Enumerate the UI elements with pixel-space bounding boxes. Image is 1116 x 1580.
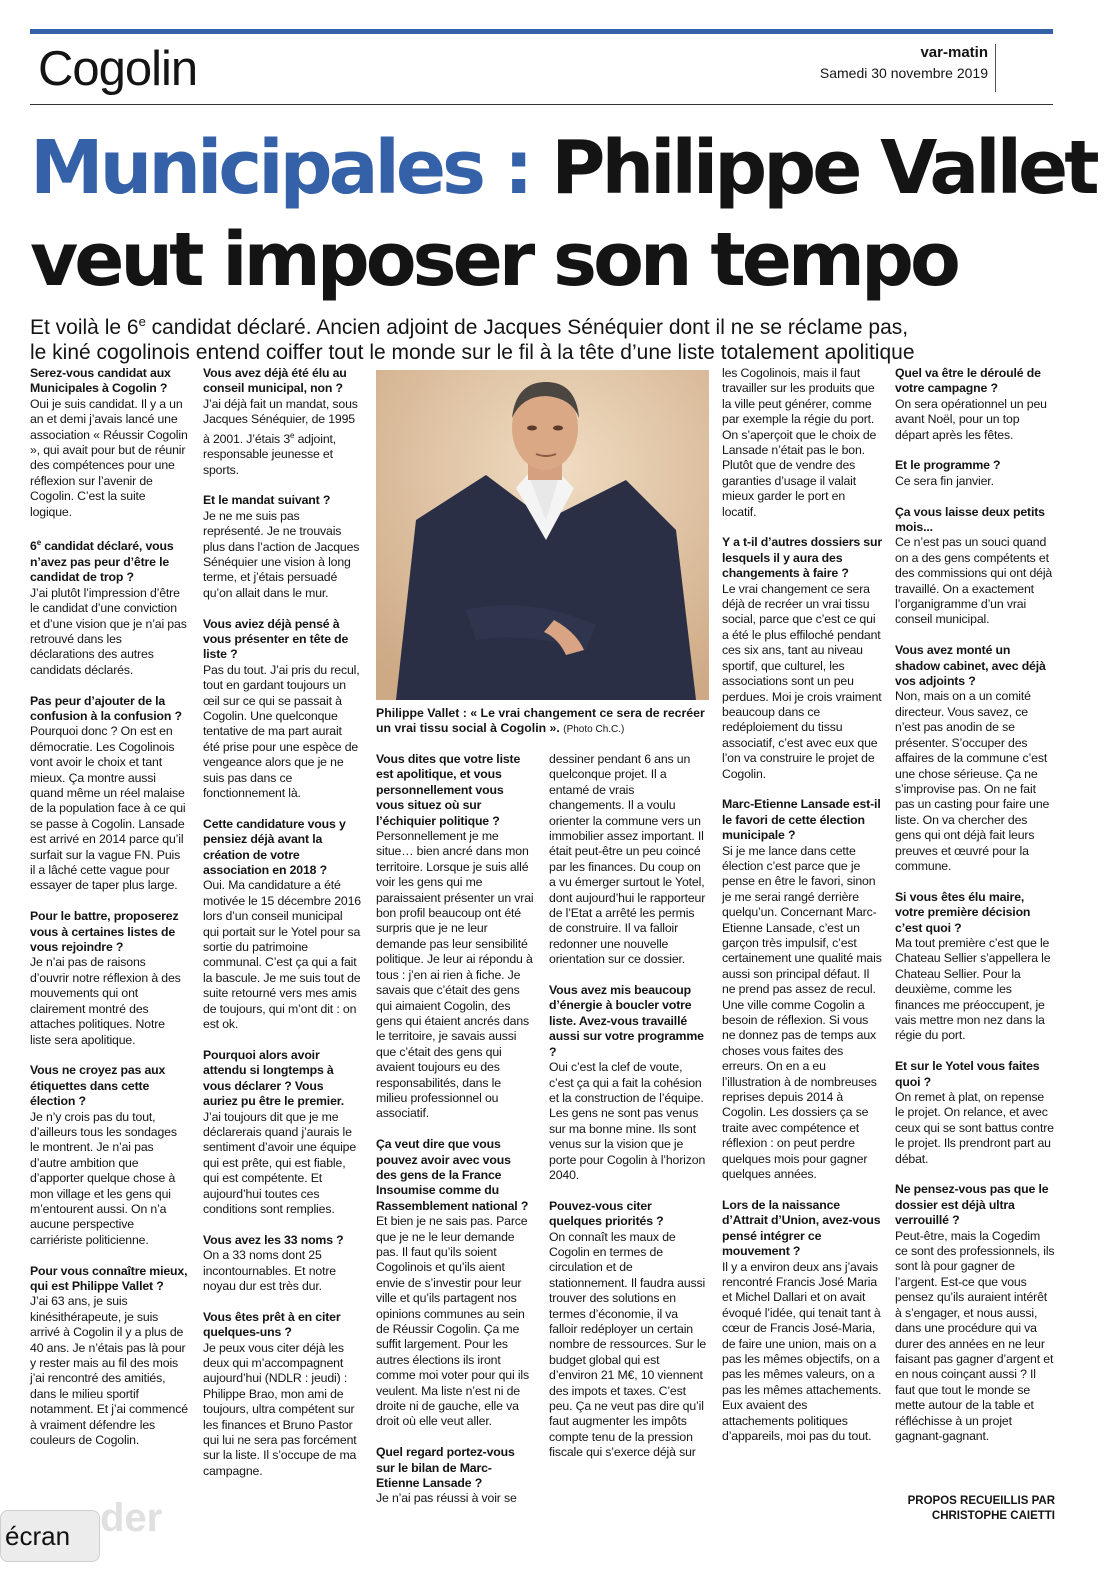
- photo-caption: [376, 706, 709, 737]
- answer: dessiner pendant 6 ans un quelconque projet. Il a entamé de vrais changements. Il a voulu orienter la commune vers un immobilier assez important. Il était peut-être un peu coincé par les finances. Du coup on a vu émerger surtout le Yotel, dont aujourd’hui le rapporteur de l’Etat a arrêté les permis de construire. Il va falloir redonner une nouvelle orientation sur ce dossier.: [549, 752, 706, 967]
- answer: J’ai plutôt l’impression d’être le candidat d’une conviction et d’une vision que je n’ai pas retrouvé dans les déclarations des autres candidats déclarés.: [30, 585, 187, 677]
- answer: Peut-être, mais la Cogedim ce sont des professionnels, ils sont là pour gagner de l’argent. Est-ce que vous pensez qu’ils auraient intérêt à s’engager, et nous aussi, dans une procédure qui va durer des années en ne leur faisant pas gagner d’argent et en nous coinçant aussi ? Il faut que tout le monde se mette autour de la table et réfléchisse à un projet gagnant-gagnant.: [895, 1228, 1055, 1443]
- answer: J’ai toujours dit que je me déclarerais quand j’aurais le sentiment d’avoir une équipe qui est prête, qui est fiable, qui est compétente. Et aujourd’hui toutes ces conditions sont remplies.: [203, 1109, 357, 1216]
- article-column-5: [722, 366, 882, 1460]
- answer: Oui. Ma candidature a été motivée le 15 décembre 2016 lors d’un conseil municipal qui portait sur le Yotel pour sa sortie du patrimoine communal. C’est ça qui a fait la bascule. Je me suis tout de suite retourné vers mes amis de toujours, qui m’ont dit : on est ok.: [203, 878, 361, 1032]
- answer: Je ne me suis pas représenté. Je ne trouvais plus dans l’action de Jacques Sénéquier une vision à long terme, et j’étais persuadé qu’on allait dans le mur.: [203, 508, 360, 600]
- qa-paragraph: [203, 1233, 361, 1295]
- question: Serez-vous candidat aux Municipales à Cogolin ?: [30, 366, 171, 396]
- caption-text: Philippe Vallet : « Le vrai changement ce sera de recréer un vrai tissu social à Cogolin ».: [376, 706, 705, 735]
- publication-date: Samedi 30 novembre 2019: [819, 65, 988, 81]
- question: Pas peur d’ajouter de la confusion à la confusion ?: [30, 693, 182, 723]
- qa-paragraph: [549, 983, 707, 1183]
- question: Quel va être le déroulé de votre campagne ?: [895, 366, 1041, 396]
- top-accent-bar: [30, 29, 1053, 34]
- answer: On connaît les maux de Cogolin en termes de circulation et de stationnement. Il faudra aussi trouver des solutions en termes d’économie, il va falloir redéployer un certain nombre de ressources. Sur le budget global qui est d’environ 21 M€, 10 viennent des impots et taxes. C’est peu. Ça ne veut pas dire qu’il faut augmenter les impôts compte tenu de la pression fiscale qui s’exerce déjà sur: [549, 1229, 707, 1460]
- question: Vous dites que votre liste est apolitique, et vous personnellement vous vous situez où sur l’échiquier politique ?: [376, 752, 521, 828]
- question: Cette candidature vous y pensiez déjà avant la création de votre association en 2018 ?: [203, 816, 346, 878]
- qa-paragraph: [549, 1199, 707, 1461]
- headline: [30, 122, 1096, 306]
- qa-paragraph: [30, 1063, 188, 1248]
- qa-paragraph: [203, 1048, 361, 1217]
- answer: les Cogolinois, mais il faut travailler sur les produits que la ville peut générer, comme par exemple la régie du port. On s’aperçoit que le choix de Lansade n’était pas le bon. Plutôt que de vendre des garanties d’usage il valait mieux garder le port en locatif.: [722, 366, 877, 519]
- answer: Le vrai changement ce sera déjà de recréer un vrai tissu social, parce que c’est ce qui a été le plus effiloché pendant ces six ans, tant au niveau sportif, que culturel, les associations sont un peu perdues. Moi je crois vraiment beaucoup dans ce redéploiement du tissu associatif, c’est avec eux que l’on va construire le projet de Cogolin.: [722, 581, 882, 781]
- publication-name: var-matin: [920, 44, 988, 61]
- qa-paragraph: [203, 1310, 361, 1479]
- deck-sup: e: [138, 314, 146, 329]
- question: Vous avez déjà été élu au conseil municipal, non ?: [203, 366, 347, 396]
- qa-paragraph: [203, 366, 361, 478]
- byline: [895, 1494, 1055, 1524]
- answer: Ma tout première c’est que le Chateau Sellier s’appellera le Chateau Sellier. Pour la deuxième, comme les finances me préoccupent, je vais mettre mon nez dans la régie du port.: [895, 935, 1051, 1043]
- portrait-photo: [376, 370, 709, 700]
- qa-paragraph: [376, 1137, 534, 1430]
- question: Ne pensez-vous pas que le dossier est déjà ultra verrouillé ?: [895, 1182, 1049, 1228]
- qa-paragraph: [895, 458, 1055, 489]
- deck-part1: Et voilà le 6: [30, 316, 139, 339]
- qa-paragraph: [30, 909, 188, 1048]
- header-divider: [995, 44, 996, 92]
- question: Et sur le Yotel vous faites quoi ?: [895, 1059, 1040, 1089]
- question: Vous ne croyez pas aux étiquettes dans cette élection ?: [30, 1063, 166, 1109]
- qa-paragraph: [30, 535, 188, 678]
- headline-title-line1: Philippe Vallet: [551, 125, 1096, 211]
- answer: Je n’ai pas réussi à voir se: [376, 1491, 517, 1506]
- qa-paragraph: [203, 617, 361, 802]
- article-column-2: [203, 366, 361, 1495]
- qa-paragraph: [895, 505, 1055, 628]
- answer: Je n’ai pas de raisons d’ouvrir notre réflexion à des mouvements qui ont clairement montré des attaches politiques. Notre liste sera apolitique.: [30, 955, 181, 1047]
- question: Vous avez mis beaucoup d’énergie à boucler votre liste. Avez-vous travaillé aussi sur votre programme ?: [549, 983, 704, 1059]
- qa-paragraph: [895, 643, 1055, 874]
- qa-paragraph: [895, 366, 1055, 443]
- answer: adjoint, responsable jeunesse et sports.: [203, 431, 337, 477]
- deck: [30, 309, 1060, 365]
- answer: Ce sera fin janvier.: [895, 473, 994, 488]
- answer: Personnellement je me situe… bien ancré dans mon territoire. Lorsque je suis allé voir les gens qui me paraissaient présenter un vrai bon profil beaucoup ont été surpris que je ne leur demande pas leur sensibilité politique. Je leur ai répondu à tous : j’en ai rien à fiche. Je savais que c’était des gens qui aimaient Cogolin, des gens qui étaient ancrés dans le territoire, je savais aussi que c’était des gens qui avaient toujours eu des responsabilités, dans le milieu professionnel ou associatif.: [376, 829, 534, 1121]
- answer: Oui je suis candidat. Il y a un an et demi j’avais lancé une association « Réussir Cogolin », qui avait pour but de réunir des compétences pour une réflexion sur l’avenir de Cogolin. C’est la suite logique.: [30, 396, 188, 519]
- qa-paragraph: [376, 1445, 534, 1507]
- question-part: 6: [30, 539, 37, 554]
- byline-line2: CHRISTOPHE CAIETTI: [931, 1510, 1055, 1522]
- answer: Et bien je ne sais pas. Parce que je ne le leur demande pas. Il faut qu’ils soient Cogolinois et qu’ils aient envie de s’investir pour leur ville et qu’ils partagent nos opinions communes au sein de Réussir Cogolin. Ça me suffit largement. Pour les autres élections ils iront comme moi voter pour qui ils veulent. Ma liste n’est ni de droite ni de gauche, elle va droit où elle veut aller.: [376, 1214, 529, 1429]
- qa-paragraph: [895, 1182, 1055, 1444]
- qa-paragraph: [376, 752, 534, 1122]
- deck-part2: candidat déclaré. Ancien adjoint de Jacques Sénéquier dont il ne se réclame pas,: [145, 316, 909, 339]
- question: Si vous êtes élu maire, votre première décision c’est quoi ?: [895, 889, 1031, 935]
- question: Vous aviez déjà pensé à vous présenter en tête de liste ?: [203, 616, 349, 662]
- question: Quel regard portez-vous sur le bilan de Marc-Etienne Lansade ?: [376, 1445, 515, 1491]
- question: Vous avez les 33 noms ?: [203, 1232, 344, 1247]
- qa-paragraph: [722, 535, 882, 782]
- answer: On remet à plat, on repense le projet. On relance, et avec ceux qui se sont battus contre le projet. Ils prendront part au débat.: [895, 1090, 1054, 1166]
- answer: On sera opérationnel un peu avant Noël, pour un top départ après les fêtes.: [895, 396, 1047, 442]
- qa-paragraph: [203, 493, 361, 601]
- photo-credit: (Photo Ch.C.): [563, 724, 625, 735]
- screen-button[interactable]: écran: [0, 1510, 100, 1562]
- byline-line1: PROPOS RECUEILLIS PAR: [907, 1495, 1055, 1507]
- qa-paragraph: [722, 797, 882, 1182]
- qa-paragraph: [30, 1264, 188, 1449]
- answer: Si je me lance dans cette élection c’est parce que je pense en être le favori, sinon je me serai rangé derrière quelqu’un. Concernant Marc-Etienne Lansade, c’est un garçon très impulsif, c’est certainement une qualité mais aussi son principal défaut. Il ne prend pas assez de recul. Une ville comme Cogolin a besoin de réflexion. Si vous ne donnez pas de temps aux choses vous faites des erreurs. On en a eu l’illustration à de nombreuses reprises depuis 2014 à Cogolin. Les dossiers ça se traite avec compétence et réflexion : on peut perdre quelques mois pour gagner quelques années.: [722, 843, 882, 1182]
- question: Marc-Etienne Lansade est-il le favori de cette élection municipale ?: [722, 797, 881, 843]
- question: Ça vous laisse deux petits mois...: [895, 504, 1045, 535]
- question: Vous avez monté un shadow cabinet, avec déjà vos adjoints ?: [895, 643, 1046, 689]
- headline-kicker: Municipales :: [30, 125, 530, 211]
- answer-sup: e: [290, 430, 295, 440]
- deck-line2: le kiné cogolinois entend coiffer tout le monde sur le fil à la tête d’une liste totalement apolitique: [30, 341, 915, 364]
- question: Et le mandat suivant ?: [203, 493, 331, 508]
- answer: Il y a environ deux ans j’avais rencontré Francis José Maria et Michel Dallari et on avait évoqué l’idée, qui tenait tant à cœur de Francis José-Maria, de faire une union, mais on a pas les mêmes objectifs, on a pas les mêmes valeurs, on a pas les mêmes attachements. Eux avaient des attachements politiques d’appareils, moi pas du tout.: [722, 1259, 882, 1443]
- watermark: der: [100, 1496, 163, 1540]
- answer: Je n’y crois pas du tout, d’ailleurs tous les sondages le montrent. Je n’ai pas d’autre ambition que d’apporter quelque chose à mon village et les gens qui m’entourent aussi. On n’a aucune perspective carriériste politicienne.: [30, 1109, 177, 1247]
- answer: Oui c’est la clef de voute, c’est ça qui a fait la cohésion et la construction de l’équipe. Les gens ne sont pas venus sur ma bonne mine. Ils sont venus sur la vision que je porte pour Cogolin à l’horizon 2040.: [549, 1060, 706, 1182]
- answer: Pas du tout. J’ai pris du recul, tout en gardant toujours un œil sur ce qui se passait à Cogolin. Une quelconque tentative de ma part aurait été prise pour une espèce de vengeance alors que je ne suis pas dans ce fonctionnement là.: [203, 662, 360, 801]
- qa-paragraph: [722, 1198, 882, 1445]
- question: Et le programme ?: [895, 458, 1001, 473]
- answer: J’ai déjà fait un mandat, sous Jacques Sénéquier, de 1995 à 2001. J’étais 3: [203, 396, 358, 446]
- qa-paragraph: [895, 1059, 1055, 1167]
- question: Lors de la naissance d’Attrait d’Union, avez-vous pensé intégrer ce mouvement ?: [722, 1197, 881, 1259]
- qa-paragraph: [895, 890, 1055, 1044]
- section-title: Cogolin: [38, 42, 198, 96]
- article-column-3: [376, 752, 534, 1522]
- answer: J’ai 63 ans, je suis kinésithérapeute, je suis arrivé à Cogolin il y a plus de 40 ans. Je n’étais pas là pour y rester mais au fil des mois j’ai rencontré des amitiés, dans le milieu sportif notamment. Et j’ai commencé à vraiment défendre les couleurs de Cogolin.: [30, 1294, 188, 1448]
- question: Pour vous connaître mieux, qui est Philippe Vallet ?: [30, 1263, 188, 1293]
- portrait-illustration: [376, 370, 709, 700]
- qa-paragraph: [30, 694, 188, 894]
- question: [30, 535, 188, 585]
- headline-title-line2: veut imposer son tempo: [30, 217, 957, 303]
- qa-paragraph: [30, 366, 188, 520]
- article-column-4: [549, 752, 707, 1476]
- question: Y a t-il d’autres dossiers sur lesquels il y aura des changements à faire ?: [722, 535, 882, 581]
- qa-paragraph: [203, 817, 361, 1033]
- answer: Je peux vous citer déjà les deux qui m’accompagnent aujourd’hui (NDLR : jeudi) : Philippe Brao, mon ami de toujours, ultra compétent sur les finances et Bruno Pastor qui lui ne sera pas forcément sur la liste. Il s’occupe de ma campagne.: [203, 1340, 357, 1478]
- article-column-6: [895, 366, 1055, 1460]
- question: Pourquoi alors avoir attendu si longtemps à vous déclarer ? Vous auriez pu être le premier.: [203, 1047, 344, 1109]
- question: Pouvez-vous citer quelques priorités ?: [549, 1198, 664, 1229]
- question: Pour le battre, proposerez vous à certaines listes de vous rejoindre ?: [30, 909, 179, 955]
- answer: Non, mais on a un comité directeur. Vous savez, ce n’est pas anodin de se présenter. S’occuper des affaires de la commune c’est une chose sérieuse. Ça ne s’improvise pas. On ne fait pas un casting pour faire une liste. On va chercher des gens qui ont déjà fait leurs preuves et œuvré pour la commune.: [895, 689, 1050, 873]
- question-sup: e: [36, 538, 42, 548]
- qa-paragraph: [722, 366, 882, 520]
- header-rule: [30, 104, 1053, 105]
- question: Ça veut dire que vous pouvez avoir avec vous des gens de la France Insoumise comme du Rassemblement national ?: [376, 1137, 529, 1213]
- answer: Ce n’est pas un souci quand on a des gens compétents et des commissions qui ont déjà travaillé. On a exactement l’organigramme d’un vrai conseil municipal.: [895, 535, 1053, 627]
- question-part: candidat déclaré, vous n’avez pas peur d’être le candidat de trop ?: [30, 539, 174, 585]
- question: Vous êtes prêt à en citer quelques-uns ?: [203, 1309, 341, 1340]
- answer: On a 33 noms dont 25 incontournables. Et notre noyau dur est très dur.: [203, 1248, 336, 1293]
- article-column-1: [30, 366, 188, 1464]
- qa-paragraph: [549, 752, 707, 968]
- answer: Pourquoi donc ? On est en démocratie. Les Cogolinois vont avoir le choix et tant mieux. Ça montre aussi quand même un réel malaise de la population face à ce qui se passe à Cogolin. Lansade est arrivé en 2014 parce qu’il surfait sur la vague FN. Puis il a lâché cette vague pour essayer de taper plus large.: [30, 724, 186, 893]
